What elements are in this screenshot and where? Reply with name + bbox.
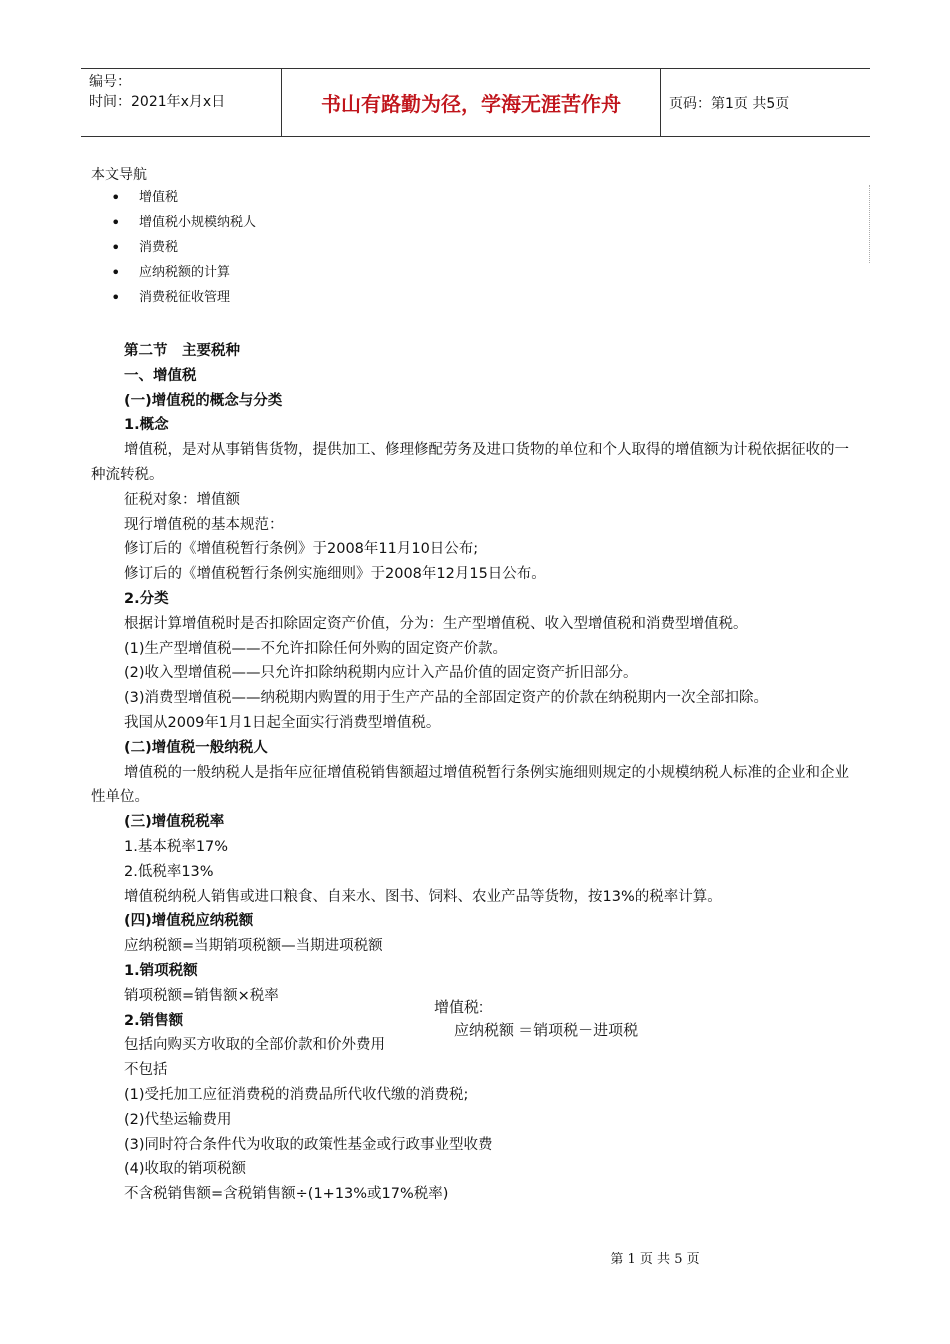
vat-formula-image — [432, 996, 692, 1044]
nav-item-tax-administration[interactable]: • 消费税征收管理 — [91, 289, 256, 314]
document-navigation — [91, 165, 256, 314]
heading-vat: 一、增值税 — [124, 367, 197, 384]
formula-equation: 应纳税额 ＝销项税－进项税 — [454, 1022, 639, 1039]
nav-divider — [869, 185, 870, 263]
paragraph-low-rate-goods: 增值税纳税人销售或进口粮食、自来水、图书、饲料、农业产品等货物，按13%的税率计算。 — [124, 888, 722, 905]
paragraph-types: 根据计算增值税时是否扣除固定资产价值，分为：生产型增值税、收入型增值税和消费型增值税。 — [124, 615, 748, 632]
paragraph-adoption: 我国从2009年1月1日起全面实行消费型增值税。 — [124, 714, 441, 731]
doc-time-label: 时间：2021年x月x日 — [89, 94, 226, 110]
paragraph-output-tax-formula: 销项税额=销售额×税率 — [124, 987, 279, 1004]
paragraph-general-taxpayer: 增值税的一般纳税人是指年应征增值税销售额超过增值税暂行条例实施细则规定的小规模纳税人标准的企业和企业性单位。 — [91, 764, 849, 806]
paragraph-exclude-4: (4)收取的销项税额 — [124, 1161, 247, 1178]
paragraph-exclude-3: (3)同时符合条件代为收取的政策性基金或行政事业型收费 — [124, 1136, 493, 1153]
paragraph-production-type: (1)生产型增值税——不允许扣除任何外购的固定资产价款。 — [124, 640, 508, 657]
page-header — [81, 68, 870, 137]
paragraph-rules: 修订后的《增值税暂行条例实施细则》于2008年12月15日公布。 — [124, 566, 546, 583]
page-footer — [0, 1248, 950, 1267]
heading-tax-payable: (四)增值税应纳税额 — [124, 913, 254, 930]
header-motto: 书山有路勤为径，学海无涯苦作舟 — [282, 69, 661, 136]
heading-concept: 1.概念 — [124, 417, 169, 434]
paragraph-excludes: 不包括 — [124, 1062, 168, 1079]
paragraph-tax-object: 征税对象：增值额 — [124, 491, 240, 508]
footer-page-number: 第 1 页 共 5 页 — [610, 1252, 700, 1267]
nav-title: 本文导航 — [91, 167, 147, 183]
heading-classification: 2.分类 — [124, 590, 169, 607]
nav-item-consumption-tax[interactable]: • 消费税 — [91, 239, 256, 264]
header-meta — [81, 69, 282, 136]
paragraph-tax-payable-formula: 应纳税额=当期销项税额—当期进项税额 — [124, 938, 383, 955]
heading-concept-classification: (一)增值税的概念与分类 — [124, 392, 283, 409]
header-page-info: 页码：第1页 共5页 — [669, 95, 790, 112]
document-body — [91, 339, 861, 1207]
heading-tax-rate: (三)增值税税率 — [124, 814, 225, 831]
paragraph-exclude-1: (1)受托加工应征消费税的消费品所代收代缴的消费税; — [124, 1086, 469, 1103]
paragraph-regulation: 修订后的《增值税暂行条例》于2008年11月10日公布; — [124, 541, 479, 558]
nav-list — [91, 189, 256, 314]
paragraph-norms: 现行增值税的基本规范： — [124, 516, 284, 533]
heading-output-tax: 1.销项税额 — [124, 962, 198, 979]
paragraph-consumption-type: (3)消费型增值税——纳税期内购置的用于生产产品的全部固定资产的价款在纳税期内一次全部扣除。 — [124, 690, 769, 707]
paragraph-income-type: (2)收入型增值税——只允许扣除纳税期内应计入产品价值的固定资产折旧部分。 — [124, 665, 638, 682]
doc-number-label: 编号： — [89, 74, 131, 90]
nav-item-vat[interactable]: • 增值税 — [91, 189, 256, 214]
nav-item-tax-calculation[interactable]: • 应纳税额的计算 — [91, 264, 256, 289]
formula-title: 增值税: — [434, 999, 484, 1016]
heading-sales-amount: 2.销售额 — [124, 1012, 184, 1029]
nav-item-small-taxpayer[interactable]: • 增值税小规模纳税人 — [91, 214, 256, 239]
heading-general-taxpayer: (二)增值税一般纳税人 — [124, 739, 268, 756]
paragraph-definition: 增值税，是对从事销售货物，提供加工、修理修配劳务及进口货物的单位和个人取得的增值额为计税依据征收的一种流转税。 — [91, 442, 849, 483]
paragraph-basic-rate: 1.基本税率17% — [124, 838, 229, 855]
paragraph-net-sales-formula: 不含税销售额=含税销售额÷(1+13%或17%税率) — [124, 1186, 449, 1203]
paragraph-includes: 包括向购买方收取的全部价款和价外费用 — [124, 1037, 385, 1054]
paragraph-low-rate: 2.低税率13% — [124, 863, 214, 880]
paragraph-exclude-2: (2)代垫运输费用 — [124, 1111, 232, 1128]
section-heading: 第二节 主要税种 — [124, 343, 240, 359]
